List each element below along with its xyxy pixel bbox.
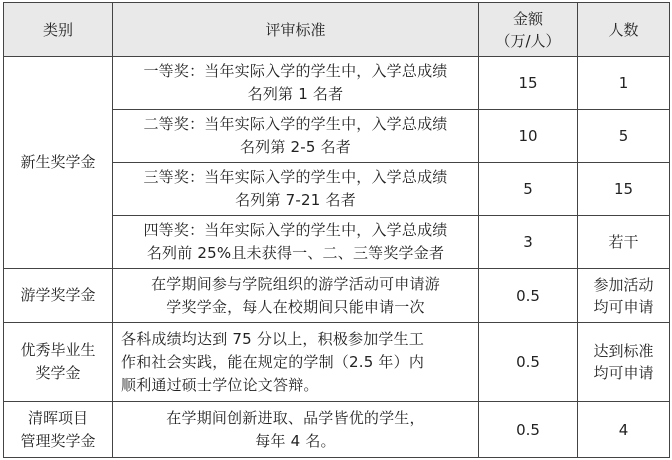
criteria-cell	[113, 216, 479, 269]
amount-cell: 0.5	[479, 323, 578, 402]
category-line: 优秀毕业生	[20, 341, 96, 359]
criteria-line: 每年 4 名。	[255, 431, 336, 450]
table-row	[4, 323, 670, 402]
amount-cell: 0.5	[479, 269, 578, 323]
count-line: 均可申请	[593, 297, 654, 316]
criteria-cell	[113, 110, 479, 163]
category-cell: 新生奖学金	[4, 57, 113, 269]
criteria-line: 名列前 25%且未获得一、二、三等奖学金者	[146, 244, 445, 262]
table-row	[4, 269, 670, 323]
criteria-line: 一等奖：当年实际入学的学生中，入学总成绩	[143, 62, 448, 80]
criteria-line: 各科成绩均达到 75 分以上，积极参加学生工	[121, 329, 425, 348]
header-amount-line1: 金额	[512, 9, 543, 28]
criteria-cell	[113, 57, 479, 110]
count-line: 达到标准	[593, 342, 654, 360]
criteria-line: 四等奖：当年实际入学的学生中，入学总成绩	[143, 221, 448, 239]
header-row	[4, 3, 670, 57]
header-count: 人数	[578, 3, 670, 57]
header-category: 类别	[4, 3, 113, 57]
table-row	[4, 402, 670, 458]
category-cell: 游学奖学金	[4, 269, 113, 323]
count-cell: 5	[578, 110, 670, 163]
count-line: 均可申请	[593, 364, 654, 382]
category-line: 管理奖学金	[20, 431, 96, 450]
header-amount	[479, 3, 578, 57]
count-cell: 15	[578, 163, 670, 216]
scholarship-table	[3, 2, 670, 458]
criteria-line: 名列第 1 名者	[247, 85, 344, 103]
criteria-line: 三等奖：当年实际入学的学生中，入学总成绩	[143, 168, 448, 186]
amount-cell: 10	[479, 110, 578, 163]
category-cell	[4, 402, 113, 458]
criteria-line: 作和社会实践，能在规定的学制（2.5 年）内	[121, 352, 425, 371]
criteria-cell	[113, 163, 479, 216]
category-cell	[4, 323, 113, 402]
criteria-line: 在学期间创新进取、品学皆优的学生，	[166, 408, 425, 427]
criteria-line: 名列第 2-5 名者	[239, 138, 352, 156]
table-row	[4, 57, 670, 110]
criteria-line: 二等奖：当年实际入学的学生中，入学总成绩	[143, 115, 448, 133]
criteria-line: 在学期间参与学院组织的游学活动可申请游	[151, 274, 440, 293]
count-cell	[578, 269, 670, 323]
amount-cell: 0.5	[479, 402, 578, 458]
count-cell: 1	[578, 57, 670, 110]
criteria-line: 学奖学金，每人在校期间只能申请一次	[166, 297, 425, 316]
header-criteria: 评审标准	[113, 3, 479, 57]
criteria-cell	[113, 402, 479, 458]
criteria-line: 名列第 7-21 名者	[235, 191, 356, 209]
count-cell: 若干	[578, 216, 670, 269]
amount-cell: 15	[479, 57, 578, 110]
category-line: 奖学金	[35, 364, 81, 382]
header-amount-line2: （万/人）	[495, 31, 561, 50]
amount-cell: 3	[479, 216, 578, 269]
category-line: 清晖项目	[27, 408, 88, 427]
criteria-cell	[113, 269, 479, 323]
criteria-line: 顺利通过硕士学位论文答辩。	[121, 375, 319, 394]
count-cell	[578, 323, 670, 402]
amount-cell: 5	[479, 163, 578, 216]
count-line: 参加活动	[593, 275, 654, 294]
criteria-cell	[113, 323, 479, 402]
count-cell: 4	[578, 402, 670, 458]
